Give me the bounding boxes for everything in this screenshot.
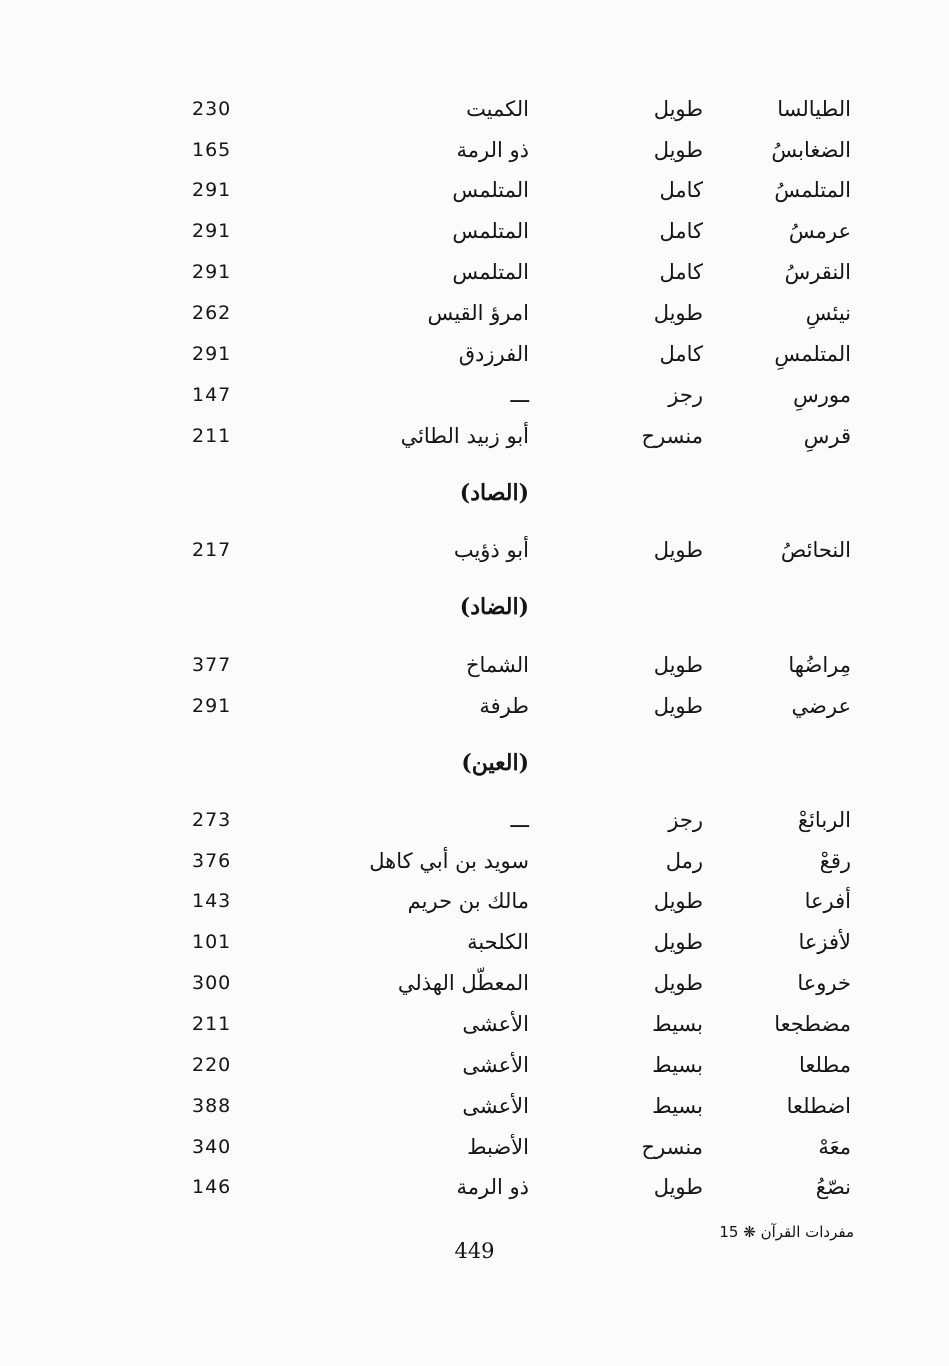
meter: رمل bbox=[665, 849, 703, 873]
rhyme-word: الطيالسا bbox=[777, 97, 851, 121]
poet: الفرزدق bbox=[458, 342, 529, 366]
page-ref: 165 bbox=[192, 139, 232, 161]
page-ref: 220 bbox=[192, 1054, 232, 1076]
rhyme-word: المتلمسِ bbox=[774, 342, 851, 366]
rhyme-word: مطلعا bbox=[799, 1053, 851, 1077]
poet: الكلحبة bbox=[467, 930, 529, 954]
poet: ذو الرمة bbox=[456, 1175, 529, 1199]
poet: أبو زبيد الطائي bbox=[400, 424, 529, 448]
rhyme-word: الضغابسُ bbox=[771, 138, 851, 162]
page-ref: 147 bbox=[192, 384, 232, 406]
table-row bbox=[0, 841, 949, 881]
meter: بسيط bbox=[652, 1094, 703, 1118]
table-row bbox=[0, 922, 949, 962]
page-ref: 211 bbox=[192, 425, 232, 447]
table-row bbox=[0, 211, 949, 251]
rhyme-word: عرمسُ bbox=[788, 219, 851, 243]
meter: طويل bbox=[653, 301, 703, 325]
page-ref: 291 bbox=[192, 220, 232, 242]
rhyme-word: رقعْ bbox=[819, 849, 851, 873]
poet: أبو ذؤيب bbox=[453, 538, 529, 562]
poet: مالك بن حريم bbox=[407, 889, 529, 913]
section-heading bbox=[0, 743, 949, 783]
table-row bbox=[0, 334, 949, 374]
table-row bbox=[0, 530, 949, 570]
page-ref: 340 bbox=[192, 1136, 232, 1158]
poet: ذو الرمة bbox=[456, 138, 529, 162]
rhyme-word: خروعا bbox=[797, 971, 851, 995]
meter: طويل bbox=[653, 930, 703, 954]
rhyme-word: نيئسِ bbox=[805, 301, 851, 325]
rhyme-word: مِراضُها bbox=[788, 653, 851, 677]
poet: الشماخ bbox=[465, 653, 529, 677]
section-heading-label: (العين) bbox=[461, 750, 529, 776]
section-heading bbox=[0, 587, 949, 627]
poet: الأضبط bbox=[467, 1135, 529, 1159]
rhyme-word: مورسِ bbox=[793, 383, 851, 407]
page-ref: 291 bbox=[192, 343, 232, 365]
page-ref: 146 bbox=[192, 1176, 232, 1198]
page-ref: 376 bbox=[192, 850, 232, 872]
page-ref: 143 bbox=[192, 890, 232, 912]
meter: كامل bbox=[659, 342, 703, 366]
page-ref: 230 bbox=[192, 98, 232, 120]
section-heading-label: (الضاد) bbox=[459, 594, 529, 620]
poet: سويد بن أبي كاهل bbox=[369, 849, 529, 873]
meter: طويل bbox=[653, 694, 703, 718]
poet: ـــ bbox=[510, 808, 529, 832]
poet: الأعشى bbox=[462, 1053, 529, 1077]
page-number: 449 bbox=[454, 1239, 495, 1263]
poet: المتلمس bbox=[452, 219, 529, 243]
table-row bbox=[0, 375, 949, 415]
table-row bbox=[0, 293, 949, 333]
table-row bbox=[0, 1127, 949, 1167]
meter: كامل bbox=[659, 219, 703, 243]
rhyme-word: قرسِ bbox=[803, 424, 851, 448]
table-row bbox=[0, 252, 949, 292]
meter: طويل bbox=[653, 538, 703, 562]
table-row bbox=[0, 800, 949, 840]
meter: منسرح bbox=[641, 424, 703, 448]
section-heading-label: (الصاد) bbox=[459, 480, 529, 506]
poet: الأعشى bbox=[462, 1094, 529, 1118]
rhyme-word: اضطلعا bbox=[786, 1094, 851, 1118]
rhyme-word: معَهْ bbox=[818, 1135, 851, 1159]
poet: المتلمس bbox=[452, 260, 529, 284]
page-ref: 291 bbox=[192, 261, 232, 283]
table-row bbox=[0, 1167, 949, 1207]
rhyme-word: نصّعُ bbox=[815, 1175, 851, 1199]
meter: طويل bbox=[653, 971, 703, 995]
page-ref: 211 bbox=[192, 1013, 232, 1035]
table-row bbox=[0, 130, 949, 170]
poet: ـــ bbox=[510, 383, 529, 407]
table-row bbox=[0, 1086, 949, 1126]
page-ref: 377 bbox=[192, 654, 232, 676]
rhyme-word: أفرعا bbox=[804, 889, 851, 913]
meter: طويل bbox=[653, 889, 703, 913]
page-ref: 291 bbox=[192, 179, 232, 201]
meter: رجز bbox=[668, 808, 703, 832]
meter: بسيط bbox=[652, 1012, 703, 1036]
meter: رجز bbox=[668, 383, 703, 407]
page-ref: 273 bbox=[192, 809, 232, 831]
poet: المتلمس bbox=[452, 178, 529, 202]
table-row bbox=[0, 881, 949, 921]
section-heading bbox=[0, 473, 949, 513]
page-ref: 291 bbox=[192, 695, 232, 717]
rhyme-word: النقرسُ bbox=[784, 260, 851, 284]
page-ref: 300 bbox=[192, 972, 232, 994]
table-row bbox=[0, 416, 949, 456]
meter: بسيط bbox=[652, 1053, 703, 1077]
rhyme-word: مضطجعا bbox=[774, 1012, 851, 1036]
table-row bbox=[0, 1045, 949, 1085]
page-ref: 262 bbox=[192, 302, 232, 324]
meter: كامل bbox=[659, 178, 703, 202]
table-row bbox=[0, 963, 949, 1003]
meter: طويل bbox=[653, 97, 703, 121]
poet: امرؤ القيس bbox=[427, 301, 529, 325]
page-ref: 388 bbox=[192, 1095, 232, 1117]
rhyme-word: الربائعْ bbox=[797, 808, 851, 832]
meter: كامل bbox=[659, 260, 703, 284]
poet: المعطّل الهذلي bbox=[397, 971, 529, 995]
meter: طويل bbox=[653, 138, 703, 162]
rhyme-word: المتلمسُ bbox=[774, 178, 851, 202]
table-row bbox=[0, 645, 949, 685]
meter: طويل bbox=[653, 653, 703, 677]
table-row bbox=[0, 686, 949, 726]
table-row bbox=[0, 170, 949, 210]
meter: منسرح bbox=[641, 1135, 703, 1159]
page-ref: 101 bbox=[192, 931, 232, 953]
meter: طويل bbox=[653, 1175, 703, 1199]
signature-mark: مفردات القرآن ❋ 15 bbox=[719, 1223, 854, 1241]
page-ref: 217 bbox=[192, 539, 232, 561]
poet: طرفة bbox=[479, 694, 529, 718]
rhyme-word: النحائصُ bbox=[780, 538, 851, 562]
poet: الكميت bbox=[466, 97, 529, 121]
rhyme-word: عرضي bbox=[791, 694, 851, 718]
rhyme-word: لأفزعا bbox=[798, 930, 851, 954]
table-row bbox=[0, 1004, 949, 1044]
poet: الأعشى bbox=[462, 1012, 529, 1036]
table-row bbox=[0, 89, 949, 129]
